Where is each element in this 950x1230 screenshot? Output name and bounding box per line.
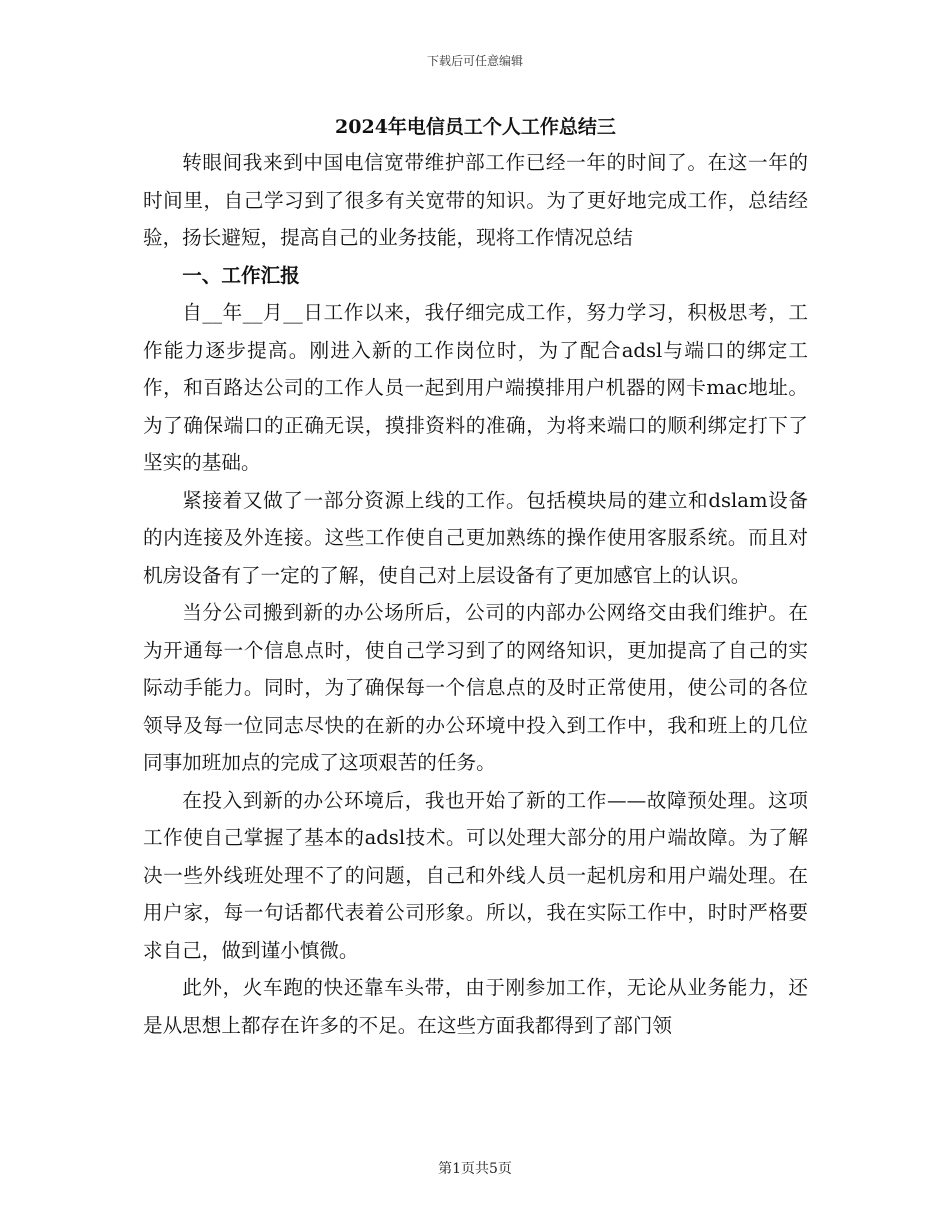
body-paragraph: 此外，火车跑的快还靠车头带，由于刚参加工作，无论从业务能力，还是从思想上都存在许多的不足。在这些方面我都得到了部门领 [143,976,808,1037]
body-paragraph: 自__年__月__日工作以来，我仔细完成工作，努力学习，积极思考，工作能力逐步提高。刚进入新的工作岗位时，为了配合adsl与端口的绑定工作，和百路达公司的工作人员一起到用户端摸排用户机器的网卡mac地址。为了确保端口的正确无误，摸排资料的准确，为将来端口的顺利绑定打下了坚实的基础。 [143,301,808,474]
document-body [143,110,808,1044]
body-paragraph: 在投入到新的办公环境后，我也开始了新的工作——故障预处理。这项工作使自己掌握了基本的adsl技术。可以处理大部分的用户端故障。为了解决一些外线班处理不了的问题，自己和外线人员一起机房和用户端处理。在用户家，每一句话都代表着公司形象。所以，我在实际工作中，时时严格要求自己，做到谨小慎微。 [143,788,808,962]
page-footer: 第1页共5页 [438,1161,512,1177]
intro-paragraph: 转眼间我来到中国电信宽带维护部工作已经一年的时间了。在这一年的时间里，自己学习到了很多有关宽带的知识。为了更好地完成工作，总结经验，扬长避短，提高自己的业务技能，现将工作情况总结 [143,151,808,249]
document-title: 2024年电信员工个人工作总结三 [335,116,616,138]
header-note: 下载后可任意编辑 [426,54,523,68]
section-heading: 一、工作汇报 [182,263,300,287]
body-paragraph: 紧接着又做了一部分资源上线的工作。包括模块局的建立和dslam设备的内连接及外连接。这些工作使自己更加熟练的操作使用客服系统。而且对机房设备有了一定的了解，使自己对上层设备有了更加感官上的认识。 [143,488,808,587]
body-paragraph: 当分公司搬到新的办公场所后，公司的内部办公网络交由我们维护。在为开通每一个信息点时，使自己学习到了的网络知识，更加提高了自己的实际动手能力。同时，为了确保每一个信息点的及时正常使用，使公司的各位领导及每一位同志尽快的在新的办公环境中投入到工作中，我和班上的几位同事加班加点的完成了这项艰苦的任务。 [143,601,808,774]
